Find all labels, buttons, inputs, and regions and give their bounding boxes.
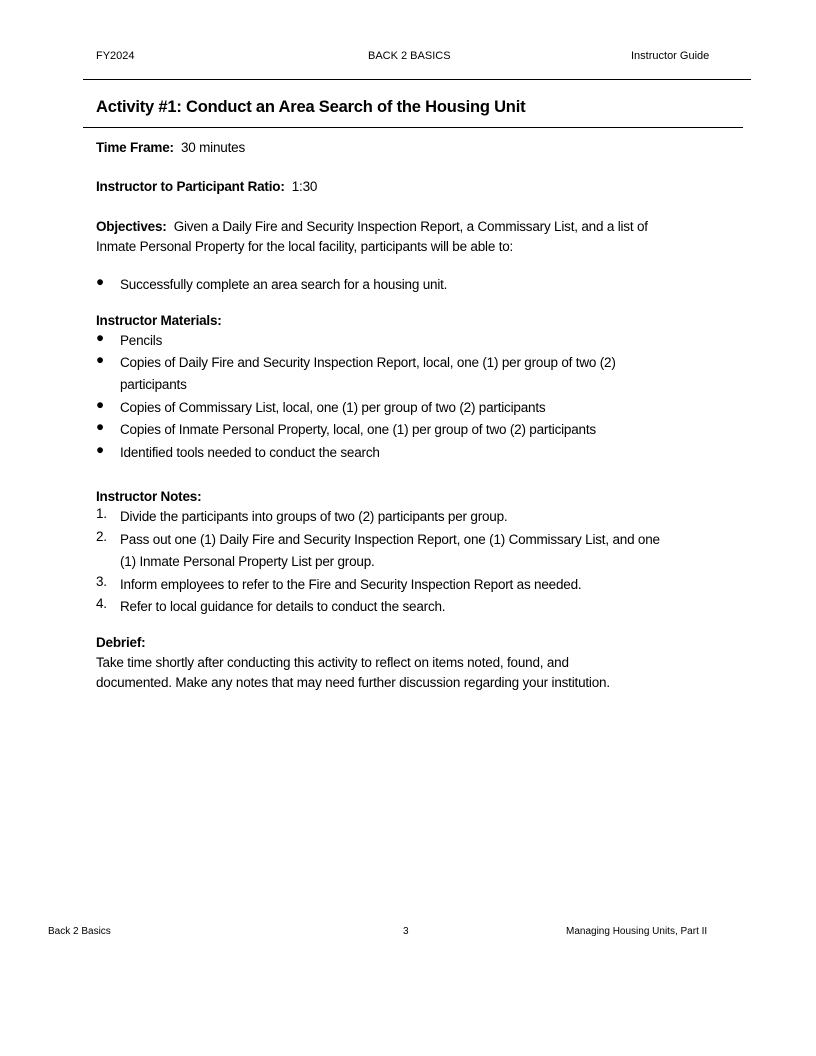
- list-item-line: Pass out one (1) Daily Fire and Security Inspection Report, one (1) Commissary List, and one: [120, 532, 660, 547]
- debrief-line-2: documented. Make any notes that may need further discussion regarding your institution.: [96, 675, 610, 690]
- header-right: Instructor Guide: [631, 50, 710, 62]
- header-center: BACK 2 BASICS: [368, 50, 451, 62]
- objectives-label: Objectives:: [96, 219, 167, 234]
- footer-left: Back 2 Basics: [48, 926, 111, 937]
- bullet-icon: ●: [96, 442, 104, 457]
- list-number: 2.: [96, 529, 107, 544]
- ratio-label: Instructor to Participant Ratio:: [96, 179, 285, 194]
- list-item-line: Inform employees to refer to the Fire and Security Inspection Report as needed.: [120, 577, 582, 592]
- list-item-line: Copies of Inmate Personal Property, local, one (1) per group of two (2) participants: [120, 422, 596, 437]
- footer-right: Managing Housing Units, Part II: [566, 926, 708, 937]
- list-item-text: Successfully complete an area search for a housing unit.: [120, 277, 448, 292]
- list-item-text: [120, 596, 445, 618]
- title-rule: [83, 127, 743, 128]
- list-item-text: [120, 574, 581, 596]
- debrief-heading: Debrief:: [96, 635, 146, 650]
- list-item-line: Divide the participants into groups of two (2) participants per group.: [120, 509, 508, 524]
- objectives-text: Given a Daily Fire and Security Inspection Report, a Commissary List, and a list of: [173, 219, 648, 234]
- ratio: [96, 179, 317, 194]
- bullet-icon: ●: [96, 330, 104, 345]
- notes-heading: Instructor Notes:: [96, 489, 202, 504]
- list-item-line: participants: [120, 377, 187, 392]
- list-item-text: [120, 529, 660, 573]
- list-item-text: [120, 442, 380, 464]
- list-item-line: Refer to local guidance for details to conduct the search.: [120, 599, 446, 614]
- list-item-line: Identified tools needed to conduct the search: [120, 445, 380, 460]
- bullet-icon: ●: [96, 397, 104, 412]
- objectives-line-1: [96, 219, 648, 234]
- list-number: 3.: [96, 574, 107, 589]
- list-item-text: [120, 419, 596, 441]
- time-frame-value: 30 minutes: [180, 140, 245, 155]
- list-number: 1.: [96, 506, 107, 521]
- list-item-line: Copies of Commissary List, local, one (1) per group of two (2) participants: [120, 400, 546, 415]
- debrief-line-1: Take time shortly after conducting this activity to reflect on items noted, found, and: [96, 655, 569, 670]
- list-item-text: [120, 506, 507, 528]
- materials-heading: Instructor Materials:: [96, 313, 222, 328]
- list-item-text: [120, 397, 545, 419]
- list-item-line: Pencils: [120, 333, 163, 348]
- ratio-value: 1:30: [291, 179, 318, 194]
- header-left: FY2024: [96, 50, 135, 62]
- list-item-text: [120, 330, 162, 352]
- bullet-icon: ●: [96, 274, 104, 289]
- list-number: 4.: [96, 596, 107, 611]
- list-item-text: [120, 352, 616, 396]
- header-rule: [83, 79, 751, 80]
- bullet-icon: ●: [96, 419, 104, 434]
- time-frame-label: Time Frame:: [96, 140, 174, 155]
- bullet-icon: ●: [96, 352, 104, 367]
- list-item-line: Copies of Daily Fire and Security Inspection Report, local, one (1) per group of two (2): [120, 355, 616, 370]
- objectives-line-2: Inmate Personal Property for the local facility, participants will be able to:: [96, 239, 514, 254]
- time-frame: [96, 140, 245, 155]
- page-number: 3: [403, 926, 409, 937]
- list-item-line: (1) Inmate Personal Property List per group.: [120, 554, 375, 569]
- page-title: Activity #1: Conduct an Area Search of the Housing Unit: [96, 98, 526, 116]
